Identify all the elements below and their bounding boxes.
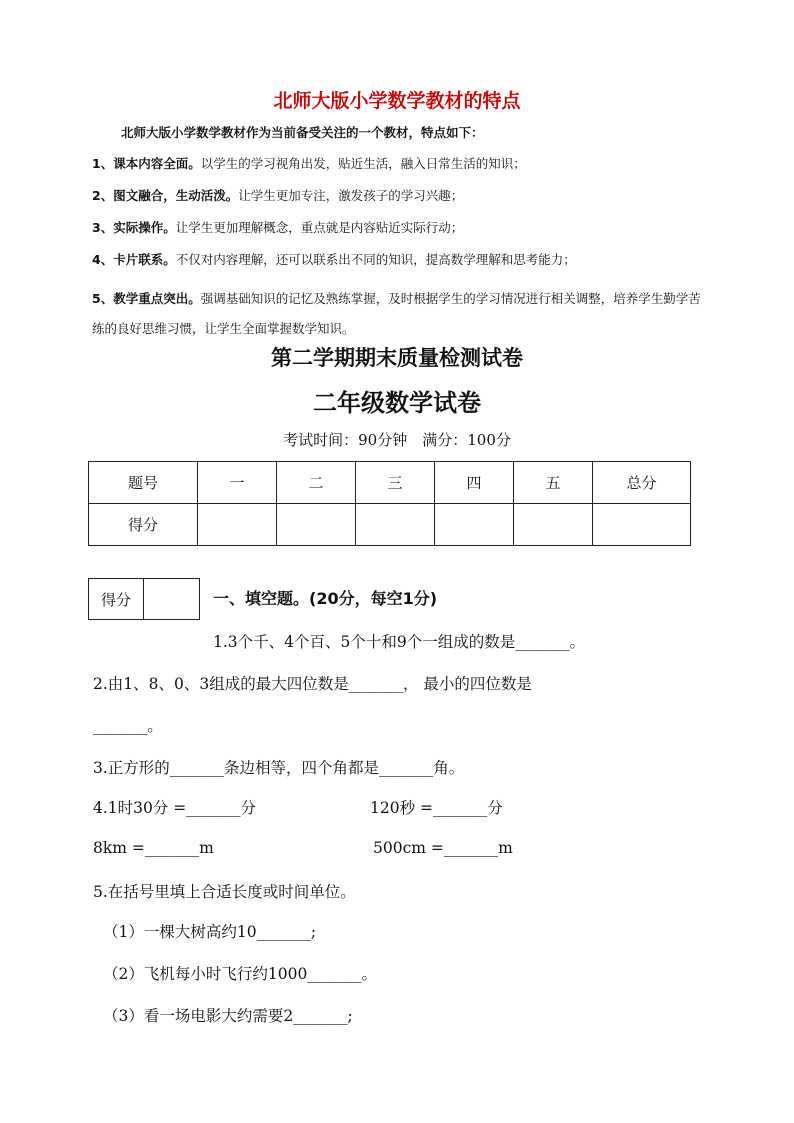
- question-2-continued: _______。: [93, 717, 163, 735]
- feature-heading: 1、课本内容全面。: [92, 156, 201, 171]
- feature-heading: 3、实际操作。: [92, 220, 176, 235]
- score-header-cell: 三: [356, 462, 435, 504]
- exam-title: 第二学期期末质量检测试卷: [271, 346, 523, 370]
- score-header-cell: 一: [198, 462, 277, 504]
- question-4-part-1: 4.1时30分 =_______分: [93, 799, 257, 817]
- red-title: 北师大版小学数学教材的特点: [273, 90, 521, 112]
- intro-lead: 北师大版小学数学教材作为当前备受关注的一个教材，特点如下：: [121, 125, 484, 140]
- exam-info: 考试时间：90分钟 满分：100分: [283, 431, 511, 449]
- score-header-cell: 题号: [89, 462, 198, 504]
- score-cell[interactable]: [514, 504, 593, 546]
- feature-heading: 2、图文融合，生动活泼。: [92, 188, 239, 203]
- score-header-cell: 五: [514, 462, 593, 504]
- feature-text: 让学生更加专注，激发孩子的学习兴趣；: [238, 188, 464, 203]
- section-score-cell[interactable]: [144, 579, 199, 619]
- question-1: 1.3个千、4个百、5个十和9个一组成的数是_______。: [213, 633, 585, 651]
- section-score-box: [88, 578, 200, 620]
- feature-text: 以学生的学习视角出发，贴近生活，融入日常生活的知识；: [200, 156, 526, 171]
- feature-text: 强调基础知识的记忆及熟练掌握，及时根据学生的学习情况进行相关调整，培养学生勤学苦练的良好思维习惯，让学生全面掌握数学知识。: [92, 291, 701, 336]
- score-cell[interactable]: [435, 504, 514, 546]
- feature-text: 让学生更加理解概念，重点就是内容贴近实际行动；: [175, 220, 464, 235]
- score-cell[interactable]: [593, 504, 691, 546]
- question-5-item-1: （1）一棵大树高约10_______;: [103, 923, 317, 941]
- score-table: [88, 461, 691, 546]
- question-4-part-3: 8km =_______m: [93, 839, 214, 857]
- score-table-score-row: [89, 504, 691, 546]
- score-cell[interactable]: [277, 504, 356, 546]
- feature-4: [92, 252, 576, 268]
- question-5-item-3: （3）看一场电影大约需要2_______;: [103, 1007, 353, 1025]
- question-2: 2.由1、8、0、3组成的最大四位数是_______， 最小的四位数是: [93, 675, 532, 693]
- question-5-item-2: （2）飞机每小时飞行约1000_______。: [103, 965, 378, 983]
- score-header-cell: 四: [435, 462, 514, 504]
- feature-2: [92, 188, 463, 204]
- section-title: 一、填空题。(20分，每空1分): [213, 589, 438, 608]
- question-4-part-4: 500cm =_______m: [373, 839, 513, 857]
- score-header-cell: 总分: [593, 462, 691, 504]
- question-4-part-2: 120秒 =_______分: [370, 799, 503, 817]
- feature-1: [92, 156, 526, 172]
- score-cell[interactable]: [356, 504, 435, 546]
- score-table-header-row: [89, 462, 691, 504]
- feature-heading: 5、教学重点突出。: [92, 291, 201, 306]
- grade-title: 二年级数学试卷: [313, 389, 481, 417]
- section-score-label: 得分: [89, 579, 144, 619]
- question-3: 3.正方形的_______条边相等，四个角都是_______角。: [93, 759, 465, 777]
- score-cell[interactable]: [198, 504, 277, 546]
- feature-heading: 4、卡片联系。: [92, 252, 176, 267]
- feature-3: [92, 220, 463, 236]
- feature-text: 不仅对内容理解，还可以联系出不同的知识，提高数学理解和思考能力；: [175, 252, 576, 267]
- score-row-label: 得分: [89, 504, 198, 546]
- question-5: 5.在括号里填上合适长度或时间单位。: [93, 883, 356, 901]
- score-header-cell: 二: [277, 462, 356, 504]
- feature-5: [92, 284, 712, 344]
